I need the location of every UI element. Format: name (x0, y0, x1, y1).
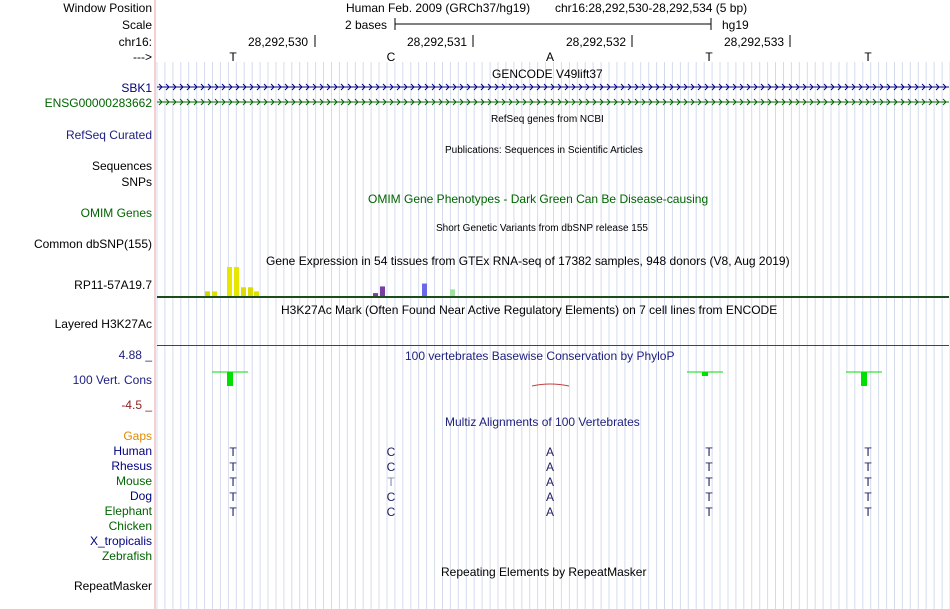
alignment-base: T (229, 445, 237, 459)
omim-track-title[interactable]: OMIM Gene Phenotypes - Dark Green Can Be Disease-causing (368, 192, 709, 206)
reference-base-5: T (864, 50, 872, 64)
coordinate-4: 28,292,533 (724, 35, 785, 49)
h3k27ac-signal-line (157, 345, 949, 346)
reference-base-3: A (545, 50, 554, 64)
phylop-conserved-mark[interactable] (212, 372, 248, 386)
alignment-base: T (229, 505, 237, 519)
gtex-tissue-bar[interactable] (227, 267, 232, 296)
sequences-track-label[interactable]: Sequences (91, 159, 152, 173)
species-label-dog[interactable]: Dog (129, 489, 152, 503)
reference-base-2: C (386, 50, 396, 64)
chromosome-label: chr16: (118, 35, 152, 49)
alignment-base: C (386, 505, 396, 519)
alignment-base: T (229, 490, 237, 504)
gene-ensg-line[interactable] (157, 99, 949, 105)
alignment-base: A (545, 505, 554, 519)
window-position-label: Window Position (63, 1, 152, 15)
phylop-negative-mark[interactable] (532, 384, 569, 386)
repeatmasker-track-title[interactable]: Repeating Elements by RepeatMasker (441, 565, 647, 579)
alignment-base: T (705, 475, 713, 489)
repeatmasker-track-label[interactable]: RepeatMasker (73, 579, 152, 593)
alignment-base: T (705, 490, 713, 504)
gtex-tissue-bar[interactable] (450, 289, 455, 296)
conservation-max-label: 4.88 _ (118, 348, 152, 362)
alignment-base: T (705, 460, 713, 474)
alignment-base: T (229, 460, 237, 474)
alignment-base: A (545, 475, 554, 489)
position-title: chr16:28,292,530-28,292,534 (5 bp) (555, 1, 748, 15)
gtex-gene-label[interactable]: RP11-57A19.7 (74, 278, 152, 292)
alignment-base: T (864, 475, 872, 489)
alignment-base: C (386, 445, 396, 459)
coordinate-3: 28,292,532 (566, 35, 627, 49)
gtex-tissue-bar[interactable] (422, 284, 427, 296)
alignment-base: T (229, 475, 237, 489)
species-label-zebrafish[interactable]: Zebrafish (101, 549, 152, 563)
species-label-human[interactable]: Human (113, 444, 152, 458)
alignment-base: T (864, 505, 872, 519)
scale-label: Scale (121, 18, 152, 32)
gene-sbk1-line[interactable] (157, 84, 949, 90)
gene-label-ensg[interactable]: ENSG00000283662 (44, 96, 152, 110)
alignment-base: C (386, 490, 396, 504)
species-label-chicken[interactable]: Chicken (108, 519, 152, 533)
publications-track-title[interactable]: Publications: Sequences in Scientific Articles (445, 145, 643, 156)
assembly-short: hg19 (722, 18, 749, 32)
alignment-base: T (705, 445, 713, 459)
gene-models[interactable] (157, 82, 949, 108)
coordinate-2: 28,292,531 (407, 35, 468, 49)
gtex-track-title[interactable]: Gene Expression in 54 tissues from GTEx RNA-seq of 17382 samples, 948 donors (V8, Aug 2019) (266, 254, 790, 268)
gtex-tissue-bar[interactable] (234, 267, 239, 296)
alignment-base: A (545, 445, 554, 459)
strand-label[interactable]: ---> (133, 50, 152, 64)
dbsnp-track-title[interactable]: Short Genetic Variants from dbSNP release 155 (436, 223, 648, 234)
gtex-tissue-bar[interactable] (254, 291, 259, 296)
gtex-tissue-bar[interactable] (248, 287, 253, 296)
gtex-tissue-bar[interactable] (380, 286, 385, 296)
species-label-gaps[interactable]: Gaps (123, 429, 152, 443)
phylop-conserved-mark[interactable] (846, 372, 882, 386)
alignment-base: T (864, 460, 872, 474)
gtex-expression-bars[interactable] (157, 266, 949, 300)
gencode-track-title[interactable]: GENCODE V49lift37 (492, 67, 603, 81)
refseq-track-title[interactable]: RefSeq genes from NCBI (491, 114, 604, 125)
gtex-tissue-bar[interactable] (241, 287, 246, 296)
gene-label-sbk1[interactable]: SBK1 (121, 81, 152, 95)
coordinate-ticks (0, 34, 950, 48)
conservation-min-label: -4.5 _ (121, 398, 152, 412)
gtex-tissue-bar[interactable] (205, 291, 210, 296)
conservation-track-label[interactable]: 100 Vert. Cons (72, 373, 152, 387)
scale-text: 2 bases (345, 18, 388, 32)
species-label-rhesus[interactable]: Rhesus (111, 459, 152, 473)
h3k27ac-track-label[interactable]: Layered H3K27Ac (54, 317, 152, 331)
conservation-track-title[interactable]: 100 vertebrates Basewise Conservation by PhyloP (405, 349, 675, 363)
alignment-base: C (386, 460, 396, 474)
alignment-base: A (545, 460, 554, 474)
h3k27ac-track-title[interactable]: H3K27Ac Mark (Often Found Near Active Regulatory Elements) on 7 cell lines from ENCODE (281, 303, 778, 317)
refseq-track-label[interactable]: RefSeq Curated (65, 128, 152, 142)
assembly-title: Human Feb. 2009 (GRCh37/hg19) (346, 1, 531, 15)
phylop-conserved-mark[interactable] (687, 372, 723, 376)
reference-base-4: T (705, 50, 713, 64)
phylop-conservation-plot[interactable] (157, 360, 949, 400)
species-label-x_tropicalis[interactable]: X_tropicalis (89, 534, 152, 548)
scale-bar (394, 17, 714, 31)
reference-base-1: T (229, 50, 237, 64)
coordinate-1: 28,292,530 (248, 35, 309, 49)
omim-track-label[interactable]: OMIM Genes (80, 206, 152, 220)
alignment-base: T (864, 445, 872, 459)
dbsnp-track-label[interactable]: Common dbSNP(155) (33, 237, 152, 251)
alignment-base: T (864, 490, 872, 504)
alignment-base: T (705, 505, 713, 519)
species-label-elephant[interactable]: Elephant (104, 504, 152, 518)
multiz-track-title[interactable]: Multiz Alignments of 100 Vertebrates (445, 415, 640, 429)
alignment-base: A (545, 490, 554, 504)
gtex-tissue-bar[interactable] (212, 291, 217, 296)
snps-track-label[interactable]: SNPs (121, 175, 152, 189)
gtex-tissue-bar[interactable] (373, 293, 378, 296)
species-label-mouse[interactable]: Mouse (115, 474, 152, 488)
alignment-base: T (387, 475, 395, 489)
